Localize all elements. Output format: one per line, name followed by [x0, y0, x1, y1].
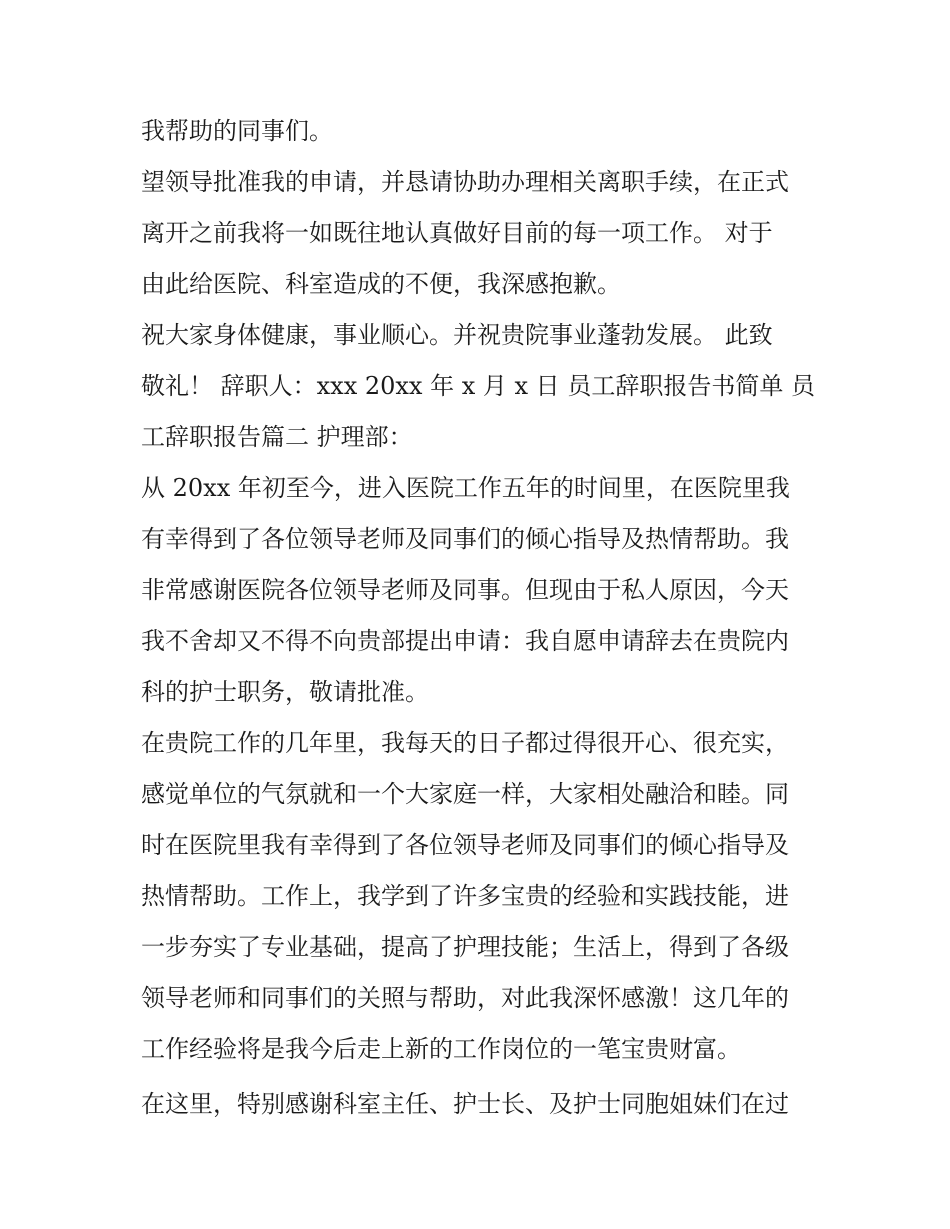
text-line: 领导老师和同事们的关照与帮助，对此我深怀感激！这几年的 — [141, 984, 789, 1012]
text-line: 离开之前我将一如既往地认真做好目前的每一项工作。 对于 — [141, 219, 773, 247]
text-line: 敬礼！ 辞职人：xxx 20xx 年 x 月 x 日 员工辞职报告书简单 员 — [141, 372, 815, 400]
text-line: 从 20xx 年初至今，进入医院工作五年的时间里，在医院里我 — [141, 474, 790, 502]
text-line: 由此给医院、科室造成的不便，我深感抱歉。 — [141, 270, 621, 298]
text-line: 望领导批准我的申请，并恳请协助办理相关离职手续，在正式 — [141, 168, 789, 196]
text-line: 时在医院里我有幸得到了各位领导老师及同事们的倾心指导及 — [141, 831, 789, 859]
text-line: 工辞职报告篇二 护理部： — [141, 423, 413, 451]
text-line: 感觉单位的气氛就和一个大家庭一样，大家相处融洽和睦。同 — [141, 780, 789, 808]
text-line: 我不舍却又不得不向贵部提出申请：我自愿申请辞去在贵院内 — [141, 627, 789, 655]
body-text — [141, 106, 821, 1130]
text-line: 在贵院工作的几年里，我每天的日子都过得很开心、很充实， — [141, 729, 789, 757]
text-line: 非常感谢医院各位领导老师及同事。但现由于私人原因，今天 — [141, 576, 789, 604]
text-line: 祝大家身体健康，事业顺心。并祝贵院事业蓬勃发展。 此致 — [141, 321, 773, 349]
text-line: 在这里，特别感谢科室主任、护士长、及护士同胞姐妹们在过 — [141, 1090, 789, 1118]
text-line: 工作经验将是我今后走上新的工作岗位的一笔宝贵财富。 — [141, 1035, 741, 1063]
text-line: 一步夯实了专业基础，提高了护理技能；生活上，得到了各级 — [141, 933, 789, 961]
text-line: 科的护士职务，敬请批准。 — [141, 678, 429, 706]
text-line: 我帮助的同事们。 — [141, 117, 333, 145]
text-line: 热情帮助。工作上，我学到了许多宝贵的经验和实践技能，进 — [141, 882, 789, 910]
text-line: 有幸得到了各位领导老师及同事们的倾心指导及热情帮助。我 — [141, 525, 789, 553]
